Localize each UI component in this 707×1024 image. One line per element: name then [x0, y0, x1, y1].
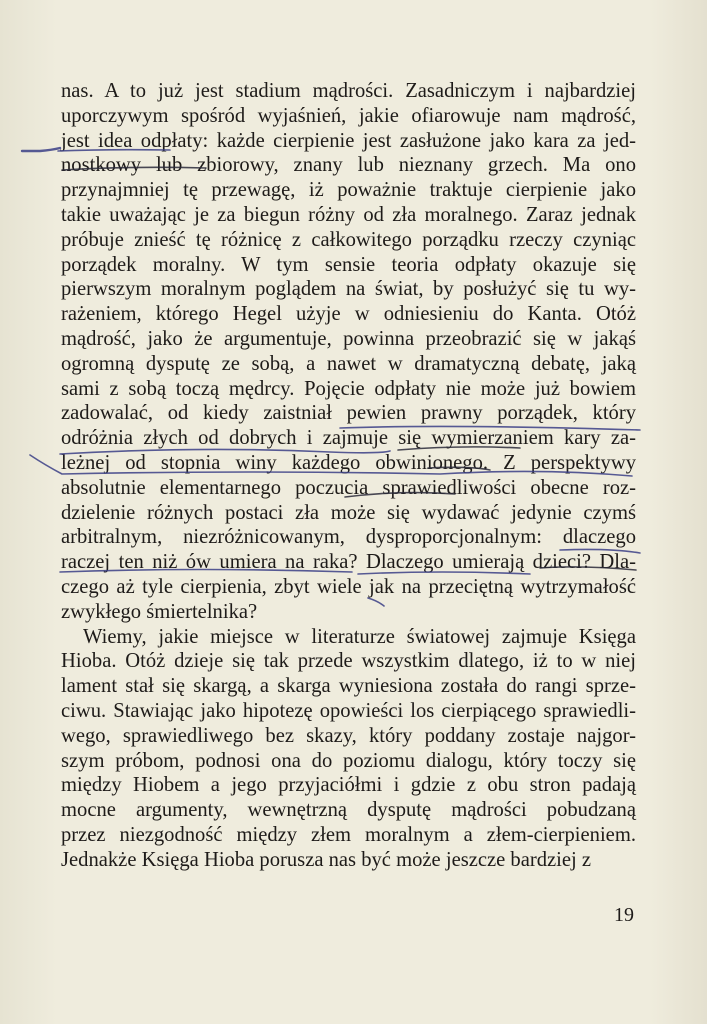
text-line: arbitralnym, niezróżnicowanym, dysproporcjonalnym: dlaczego [61, 526, 636, 549]
margin-mark [22, 148, 60, 151]
text-line: Wiemy, jakie miejsce w literaturze światowej zajmuje Księga [83, 625, 636, 648]
text-line: uporczywym spośród wyjaśnień, jakie ofiarowuje nam mądrość, [61, 104, 636, 127]
text-line: przynajmniej tę przewagę, iż poważnie traktuje cierpienie jako [61, 179, 636, 202]
text-line: leżnej od stopnia winy każdego obwinionego. Z perspektywy [61, 451, 636, 474]
text-line: między Hiobem a jego przyjaciółmi i gdzie z obu stron padają [61, 774, 636, 797]
page-number: 19 [614, 904, 634, 926]
text-line: odróżnia złych od dobrych i zajmuje się wymierzaniem kary za- [61, 427, 636, 450]
text-line: zadowalać, od kiedy zaistniał pewien prawny porządek, który [61, 402, 636, 425]
text-line: szym próbom, podnosi ona do poziomu dialogu, który toczy się [61, 749, 636, 772]
text-line: porządek moralny. W tym sensie teoria odpłaty okazuje się [61, 253, 636, 276]
text-line: lament stał się skargą, a skarga wyniesiona została do rangi sprze- [61, 675, 636, 698]
text-line: dzielenie różnych postaci zła może się wydawać jedynie czymś [61, 501, 636, 524]
text-line: nostkowy lub zbiorowy, znany lub nieznany grzech. Ma ono [61, 154, 636, 177]
text-line: mocne argumenty, wewnętrzną dysputę mądrości pobudzaną [61, 799, 636, 822]
text-line: Hioba. Otóż dzieje się tak przede wszystkim dlatego, iż to w niej [61, 650, 636, 673]
text-line: ciwu. Stawiając jako hipotezę opowieści los cierpiącego sprawiedli- [61, 699, 636, 722]
text-line: mądrość, jako że argumentuje, powinna przeobrazić się w jakąś [61, 327, 636, 350]
text-line: próbuje znieść tę różnicę z całkowitego porządku rzeczy czyniąc [61, 228, 636, 251]
text-line: nas. A to już jest stadium mądrości. Zasadniczym i najbardziej [61, 80, 636, 102]
text-line: Jednakże Księga Hioba porusza nas być może jeszcze bardziej z [61, 848, 592, 871]
text-line: absolutnie elementarnego poczucia sprawiedliwości obecne roz- [61, 476, 636, 499]
text-line: jest idea odpłaty: każde cierpienie jest zasłużone jako kara za jed- [61, 129, 636, 152]
text-line: sami z sobą toczą mędrcy. Pojęcie odpłaty nie może już bowiem [61, 377, 636, 400]
text-line: ogromną dysputę ze sobą, a nawet w dramatyczną debatę, jaką [61, 352, 636, 375]
text-line: pierwszym moralnym poglądem na świat, by posłużyć się tu wy- [61, 278, 636, 301]
body-text [61, 79, 636, 873]
text-line: wego, sprawiedliwego bez skazy, który poddany zostaje najgor- [61, 724, 636, 747]
text-line: przez niezgodność między złem moralnym a złem-cierpieniem. [61, 823, 636, 846]
text-line: rażeniem, którego Hegel użyje w odniesieniu do Kanta. Otóż [61, 303, 636, 326]
text-line: zwykłego śmiertelnika? [61, 600, 258, 623]
text-line: raczej ten niż ów umiera na raka? Dlaczego umierają dzieci? Dla- [61, 551, 636, 574]
text-line: czego aż tyle cierpienia, zbyt wiele jak na przeciętną wytrzymałość [61, 575, 636, 598]
text-line: takie uważając je za biegun różny od zła moralnego. Zaraz jednak [61, 203, 636, 226]
